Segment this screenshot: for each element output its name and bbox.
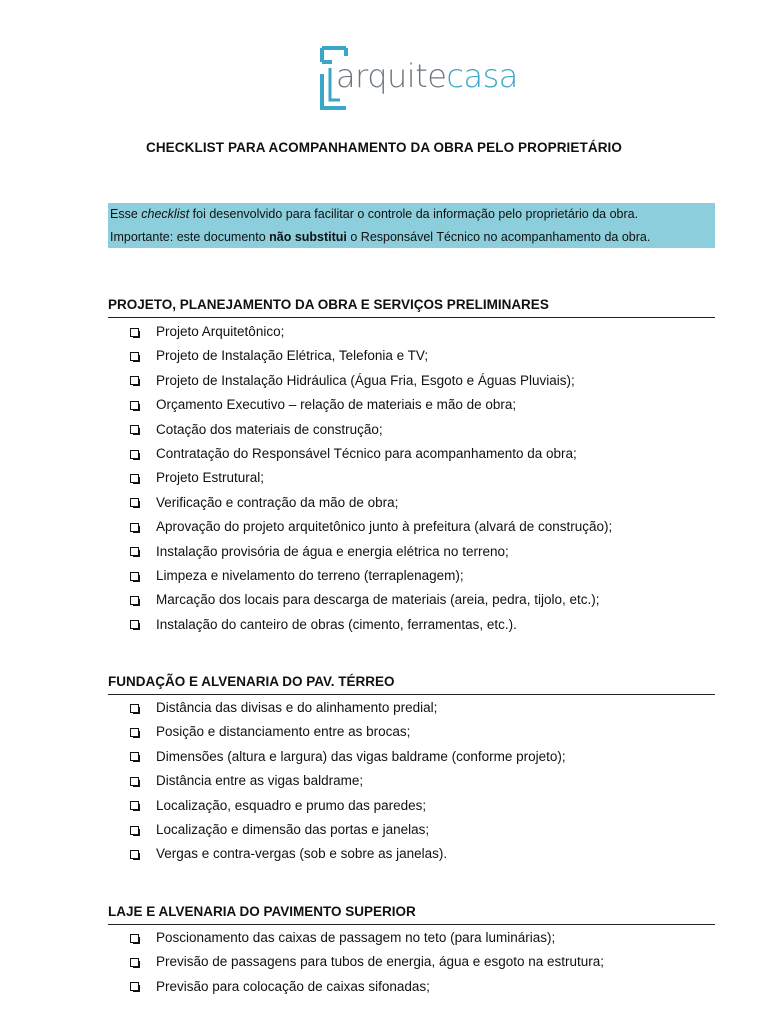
checklist-item[interactable]: Projeto de Instalação Elétrica, Telefonia e TV; [130,344,612,368]
checkbox-icon[interactable] [130,982,139,991]
checkbox-icon[interactable] [130,620,139,629]
checklist-item[interactable]: Posição e distanciamento entre as brocas; [130,720,566,744]
note-line-1: Esse checklist foi desenvolvido para facilitar o controle da informação pelo proprietário da obra. [110,207,639,221]
checklist-item[interactable]: Projeto Estrutural; [130,466,612,490]
checkbox-icon[interactable] [130,752,139,761]
note-line-2: Importante: este documento não substitui o Responsável Técnico no acompanhamento da obra. [110,229,651,244]
section-heading-fundacao: FUNDAÇÃO E ALVENARIA DO PAV. TÉRREO [108,674,715,695]
checklist-fundacao [130,696,566,867]
checklist-item[interactable]: Contratação do Responsável Técnico para acompanhamento da obra; [130,442,612,466]
checklist-item[interactable]: Localização, esquadro e prumo das paredes; [130,794,566,818]
checkbox-icon[interactable] [130,328,139,337]
checkbox-icon[interactable] [130,777,139,786]
checklist-laje [130,926,604,999]
checklist-item[interactable]: Previsão de passagens para tubos de energia, água e esgoto na estrutura; [130,950,604,974]
checkbox-icon[interactable] [130,547,139,556]
checklist-item[interactable]: Limpeza e nivelamento do terreno (terraplenagem); [130,564,612,588]
checkbox-icon[interactable] [130,572,139,581]
checklist-item[interactable]: Projeto de Instalação Hidráulica (Água Fria, Esgoto e Águas Pluviais); [130,369,612,393]
logo-wordmark: arquitecasa [336,57,518,95]
checklist-item[interactable]: Aprovação do projeto arquitetônico junto à prefeitura (alvará de construção); [130,515,612,539]
checkbox-icon[interactable] [130,850,139,859]
checklist-item[interactable]: Previsão para colocação de caixas sifonadas; [130,975,604,999]
checklist-item[interactable]: Cotação dos materiais de construção; [130,418,612,442]
checklist-item[interactable]: Distância entre as vigas baldrame; [130,769,566,793]
checkbox-icon[interactable] [130,401,139,410]
checklist-projeto [130,320,612,637]
section-heading-projeto: PROJETO, PLANEJAMENTO DA OBRA E SERVIÇOS PRELIMINARES [108,297,715,318]
checkbox-icon[interactable] [130,474,139,483]
checklist-item[interactable]: Instalação do canteiro de obras (cimento, ferramentas, etc.). [130,613,612,637]
checkbox-icon[interactable] [130,728,139,737]
checklist-item[interactable]: Distância das divisas e do alinhamento predial; [130,696,566,720]
checkbox-icon[interactable] [130,826,139,835]
checklist-item[interactable]: Verificação e contração da mão de obra; [130,491,612,515]
checklist-item[interactable]: Marcação dos locais para descarga de materiais (areia, pedra, tijolo, etc.); [130,588,612,612]
checklist-item[interactable]: Localização e dimensão das portas e janelas; [130,818,566,842]
checkbox-icon[interactable] [130,376,139,385]
checkbox-icon[interactable] [130,596,139,605]
section-heading-laje: LAJE E ALVENARIA DO PAVIMENTO SUPERIOR [108,904,715,925]
checklist-item[interactable]: Orçamento Executivo – relação de materiais e mão de obra; [130,393,612,417]
checkbox-icon[interactable] [130,934,139,943]
checkbox-icon[interactable] [130,958,139,967]
checklist-item[interactable]: Instalação provisória de água e energia elétrica no terreno; [130,540,612,564]
arquitecasa-logo [318,44,518,112]
checklist-item[interactable]: Vergas e contra-vergas (sob e sobre as janelas). [130,842,566,866]
info-note [108,203,715,248]
checkbox-icon[interactable] [130,523,139,532]
checklist-item[interactable]: Projeto Arquitetônico; [130,320,612,344]
checklist-item[interactable]: Dimensões (altura e largura) das vigas baldrame (conforme projeto); [130,745,566,769]
checkbox-icon[interactable] [130,450,139,459]
checkbox-icon[interactable] [130,704,139,713]
checkbox-icon[interactable] [130,801,139,810]
checkbox-icon[interactable] [130,498,139,507]
checkbox-icon[interactable] [130,352,139,361]
checkbox-icon[interactable] [130,425,139,434]
checklist-item[interactable]: Poscionamento das caixas de passagem no teto (para luminárias); [130,926,604,950]
document-title: CHECKLIST PARA ACOMPANHAMENTO DA OBRA PELO PROPRIETÁRIO [145,140,622,155]
